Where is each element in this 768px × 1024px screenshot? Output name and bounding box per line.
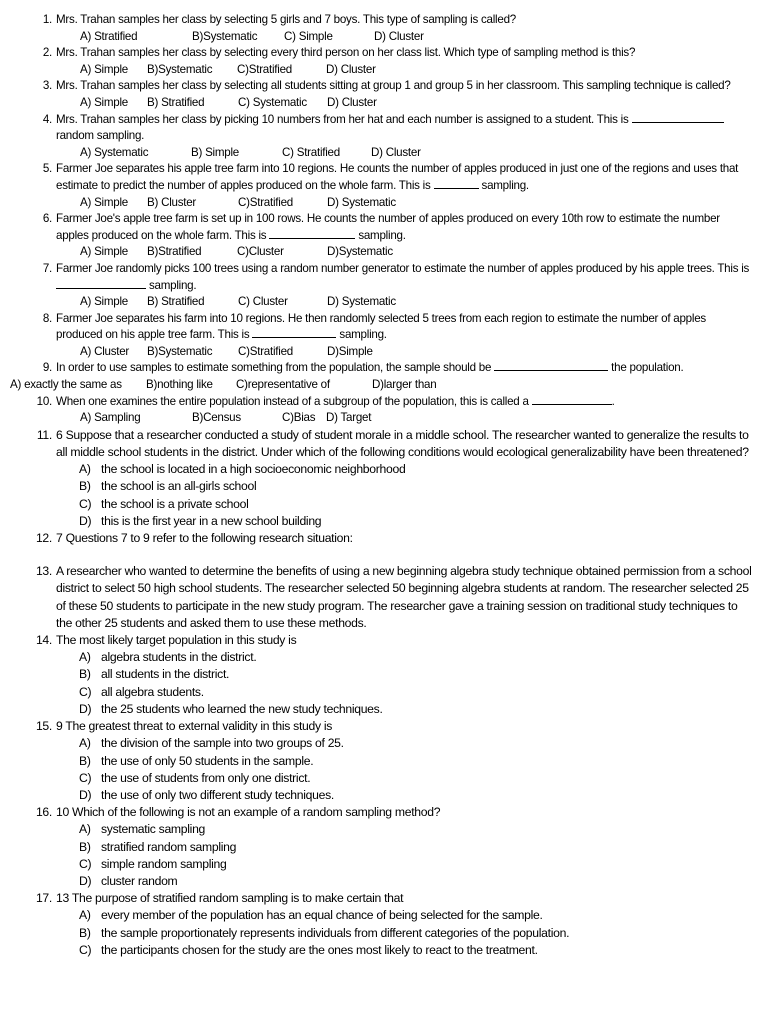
option: D) Cluster (374, 29, 424, 43)
question-number: 14. (35, 633, 52, 648)
question-text: 6 Suppose that a researcher conducted a study of student morale in a middle school. The researcher wanted to generalize the results to all middle school students in the district. Under which of the following conditions would ecological generalizability have been threatened? (56, 427, 749, 460)
option-letter: C) (79, 684, 92, 699)
option-text: the division of the sample into two groups of 25. (101, 736, 344, 751)
option: B)Systematic (147, 62, 213, 76)
option: C)Bias (282, 411, 316, 425)
option: D) Systematic (327, 295, 396, 309)
question-number: 15. (35, 719, 52, 734)
option: C) Stratified (282, 145, 340, 159)
option: B)Systematic (147, 344, 213, 358)
option: A) Stratified (80, 29, 138, 43)
question-number: 8. (42, 311, 52, 325)
option-text: every member of the population has an equal chance of being selected for the sample. (101, 908, 543, 923)
option: A) exactly the same as (10, 378, 122, 392)
question-2 (0, 45, 768, 62)
option: C) Systematic (238, 95, 307, 109)
question-text: Mrs. Trahan samples her class by selecting 5 girls and 7 boys. This type of sampling is called? (56, 13, 516, 26)
option: B)Systematic (192, 29, 258, 43)
question-13 (0, 563, 768, 632)
option-text: the school is a private school (101, 496, 249, 511)
option: B)Stratified (147, 245, 202, 259)
question-number: 17. (35, 891, 52, 906)
answer-options (0, 244, 768, 261)
question-number: 6. (42, 212, 52, 226)
option-text: all students in the district. (101, 667, 230, 682)
question-text: 13 The purpose of stratified random sampling is to make certain that (56, 891, 404, 906)
answer-option-b (0, 753, 768, 770)
question-text-end: . (611, 394, 615, 408)
answer-option-c (0, 684, 768, 701)
question-9 (0, 360, 768, 377)
answer-options (0, 410, 768, 427)
question-text: Mrs. Trahan samples her class by selecting every third person on her class list. Which type of sampling method is this? (56, 46, 636, 60)
option: A) Simple (80, 95, 129, 109)
answer-option-b (0, 478, 768, 495)
option: C) Cluster (238, 295, 288, 309)
question-12 (0, 530, 768, 547)
spacer (0, 547, 768, 563)
option-letter: D) (79, 787, 92, 802)
answer-option-a (0, 735, 768, 752)
question-14 (0, 632, 768, 649)
question-3 (0, 78, 768, 95)
option-letter: D) (79, 701, 92, 716)
option: D) Target (326, 411, 372, 425)
question-17 (0, 890, 768, 907)
option: B) Stratified (147, 295, 205, 309)
option: D)Simple (327, 344, 373, 358)
question-7 (0, 261, 768, 294)
question-text: When one examines the entire population instead of a subgroup of the population, this is called a (56, 394, 529, 408)
answer-blank (434, 178, 479, 189)
option: B) Cluster (147, 195, 197, 209)
answer-options (0, 145, 768, 162)
option-text: simple random sampling (101, 856, 227, 871)
option: A) Simple (80, 62, 129, 76)
option-text: the 25 students who learned the new study techniques. (101, 701, 383, 716)
option-letter: B) (79, 753, 91, 768)
option-letter: A) (79, 822, 91, 837)
answer-options (0, 195, 768, 212)
answer-option-a (0, 461, 768, 478)
question-15 (0, 718, 768, 735)
option-text: the school is an all-girls school (101, 479, 257, 494)
option-letter: B) (79, 839, 91, 854)
option-letter: D) (79, 873, 92, 888)
answer-option-b (0, 666, 768, 683)
option-text: the use of only two different study techniques. (101, 787, 334, 802)
question-10 (0, 394, 768, 411)
answer-option-d (0, 513, 768, 530)
question-number: 12. (35, 531, 52, 546)
answer-blank (632, 112, 724, 123)
question-11 (0, 427, 768, 461)
option: B)nothing like (146, 378, 213, 392)
option-letter: A) (79, 736, 91, 751)
question-number: 2. (42, 46, 52, 60)
option-text: this is the first year in a new school building (101, 513, 322, 528)
question-5 (0, 161, 768, 194)
option-letter: A) (79, 650, 91, 665)
question-text-end: sampling. (358, 228, 406, 242)
question-number: 11. (36, 427, 52, 442)
option-text: the participants chosen for the study are the ones most likely to react to the treatment. (101, 942, 538, 957)
question-text: 7 Questions 7 to 9 refer to the following research situation: (56, 531, 353, 546)
answer-options (0, 294, 768, 311)
question-4 (0, 112, 768, 145)
option: C)Stratified (238, 344, 293, 358)
answer-option-d (0, 787, 768, 804)
question-number: 9. (42, 361, 52, 375)
option: A) Cluster (80, 344, 130, 358)
option: C)Stratified (237, 62, 292, 76)
question-text: Farmer Joe separates his apple tree farm into 10 regions. He counts the number of apples produced in just one of the regions and uses that estimate to predict the number of apples produced on the whole farm. This is (56, 162, 739, 192)
answer-options (0, 344, 768, 361)
option: B) Simple (191, 145, 240, 159)
option-letter: B) (79, 479, 91, 494)
option: A) Simple (80, 295, 129, 309)
answer-option-a (0, 907, 768, 924)
question-text-end: sampling. (481, 178, 529, 192)
question-number: 3. (42, 79, 52, 93)
answer-option-c (0, 770, 768, 787)
option-text: the use of only 50 students in the sample. (101, 753, 314, 768)
option-letter: D) (79, 513, 92, 528)
option-letter: B) (79, 667, 91, 682)
answer-blank (269, 228, 355, 239)
option: D)larger than (372, 378, 437, 392)
option: B) Stratified (147, 95, 205, 109)
option-text: stratified random sampling (101, 839, 237, 854)
question-number: 10. (36, 394, 52, 408)
question-text: In order to use samples to estimate something from the population, the sample should be (56, 361, 492, 375)
option-text: all algebra students. (101, 684, 204, 699)
option-text: algebra students in the district. (101, 650, 257, 665)
question-text: Mrs. Trahan samples her class by selecting all students sitting at group 1 and group 5 in her classroom. This sampling technique is called? (56, 79, 731, 93)
option: A) Simple (80, 245, 129, 259)
question-text: The most likely target population in this study is (56, 633, 297, 648)
answer-option-b (0, 839, 768, 856)
option-text: systematic sampling (101, 822, 206, 837)
option: C)representative of (236, 378, 330, 392)
answer-option-d (0, 701, 768, 718)
answer-option-c (0, 856, 768, 873)
answer-option-a (0, 821, 768, 838)
option-letter: B) (79, 925, 91, 940)
answer-option-a (0, 649, 768, 666)
question-number: 5. (42, 162, 52, 176)
question-text: Farmer Joe separates his farm into 10 regions. He then randomly selected 5 trees from each region to estimate the number of apples produced on his apple tree farm. This is (56, 311, 706, 342)
answer-options (0, 95, 768, 112)
question-number: 7. (42, 261, 52, 275)
question-text: Farmer Joe randomly picks 100 trees using a random number generator to estimate the number of apples produced by his apple trees. This is (56, 261, 750, 275)
answer-option-d (0, 873, 768, 890)
question-text: Mrs. Trahan samples her class by picking 10 numbers from her hat and each number is assigned to a student. This is (56, 112, 629, 126)
question-text: A researcher who wanted to determine the benefits of using a new beginning algebra study technique obtained permission from a school district to select 50 high school students. The researcher selected 50 beginning algebra students at random. The researcher selected 25 of these 50 students to participate in the new study program. The researcher gave a training session on traditional study techniques to the other 25 students and asked them to use these methods. (56, 564, 752, 630)
option: C)Stratified (238, 195, 293, 209)
answer-option-b (0, 925, 768, 942)
question-text-end: sampling. (148, 278, 197, 292)
option-text: the use of students from only one district. (101, 770, 311, 785)
option: B)Census (192, 411, 241, 425)
answer-options (0, 62, 768, 79)
option: D) Cluster (327, 95, 377, 109)
option: A) Systematic (80, 145, 149, 159)
question-text: Farmer Joe's apple tree farm is set up in 100 rows. He counts the number of apples produced on every 10th row to estimate the number apples produced on the whole farm. This is (56, 212, 720, 242)
answer-option-c (0, 496, 768, 513)
option: C)Cluster (237, 245, 284, 259)
answer-blank (532, 394, 612, 405)
option-letter: A) (79, 908, 91, 923)
option-text: cluster random (101, 873, 178, 888)
question-text: 9 The greatest threat to external validity in this study is (56, 719, 333, 734)
option: D) Cluster (371, 145, 421, 159)
question-16 (0, 804, 768, 821)
option-letter: C) (79, 856, 92, 871)
option-letter: A) (79, 462, 91, 477)
option-letter: C) (79, 496, 92, 511)
question-8 (0, 311, 768, 344)
question-text-end: random sampling. (56, 129, 145, 143)
option: D)Systematic (327, 245, 393, 259)
answer-blank (494, 360, 608, 371)
answer-options (0, 29, 768, 46)
option: D) Cluster (326, 62, 376, 76)
question-6 (0, 211, 768, 244)
option-text: the school is located in a high socioeconomic neighborhood (101, 462, 406, 477)
option: D) Systematic (327, 195, 396, 209)
question-text-end: the population. (611, 361, 684, 375)
option-letter: C) (79, 770, 92, 785)
question-number: 4. (42, 112, 52, 126)
question-text-end: sampling. (339, 328, 387, 342)
answer-blank (252, 327, 336, 338)
question-number: 16. (35, 805, 52, 820)
option-letter: C) (79, 942, 92, 957)
question-number: 13. (35, 564, 52, 579)
option: C) Simple (284, 29, 333, 43)
answer-blank (56, 278, 146, 289)
option: A) Simple (80, 195, 129, 209)
question-text: 10 Which of the following is not an example of a random sampling method? (56, 805, 441, 820)
answer-option-c (0, 942, 768, 959)
question-number: 1. (42, 13, 52, 26)
option: A) Sampling (80, 411, 141, 425)
option-text: the sample proportionately represents individuals from different categories of the population. (101, 925, 570, 940)
question-1 (0, 12, 768, 29)
answer-options (0, 377, 768, 394)
